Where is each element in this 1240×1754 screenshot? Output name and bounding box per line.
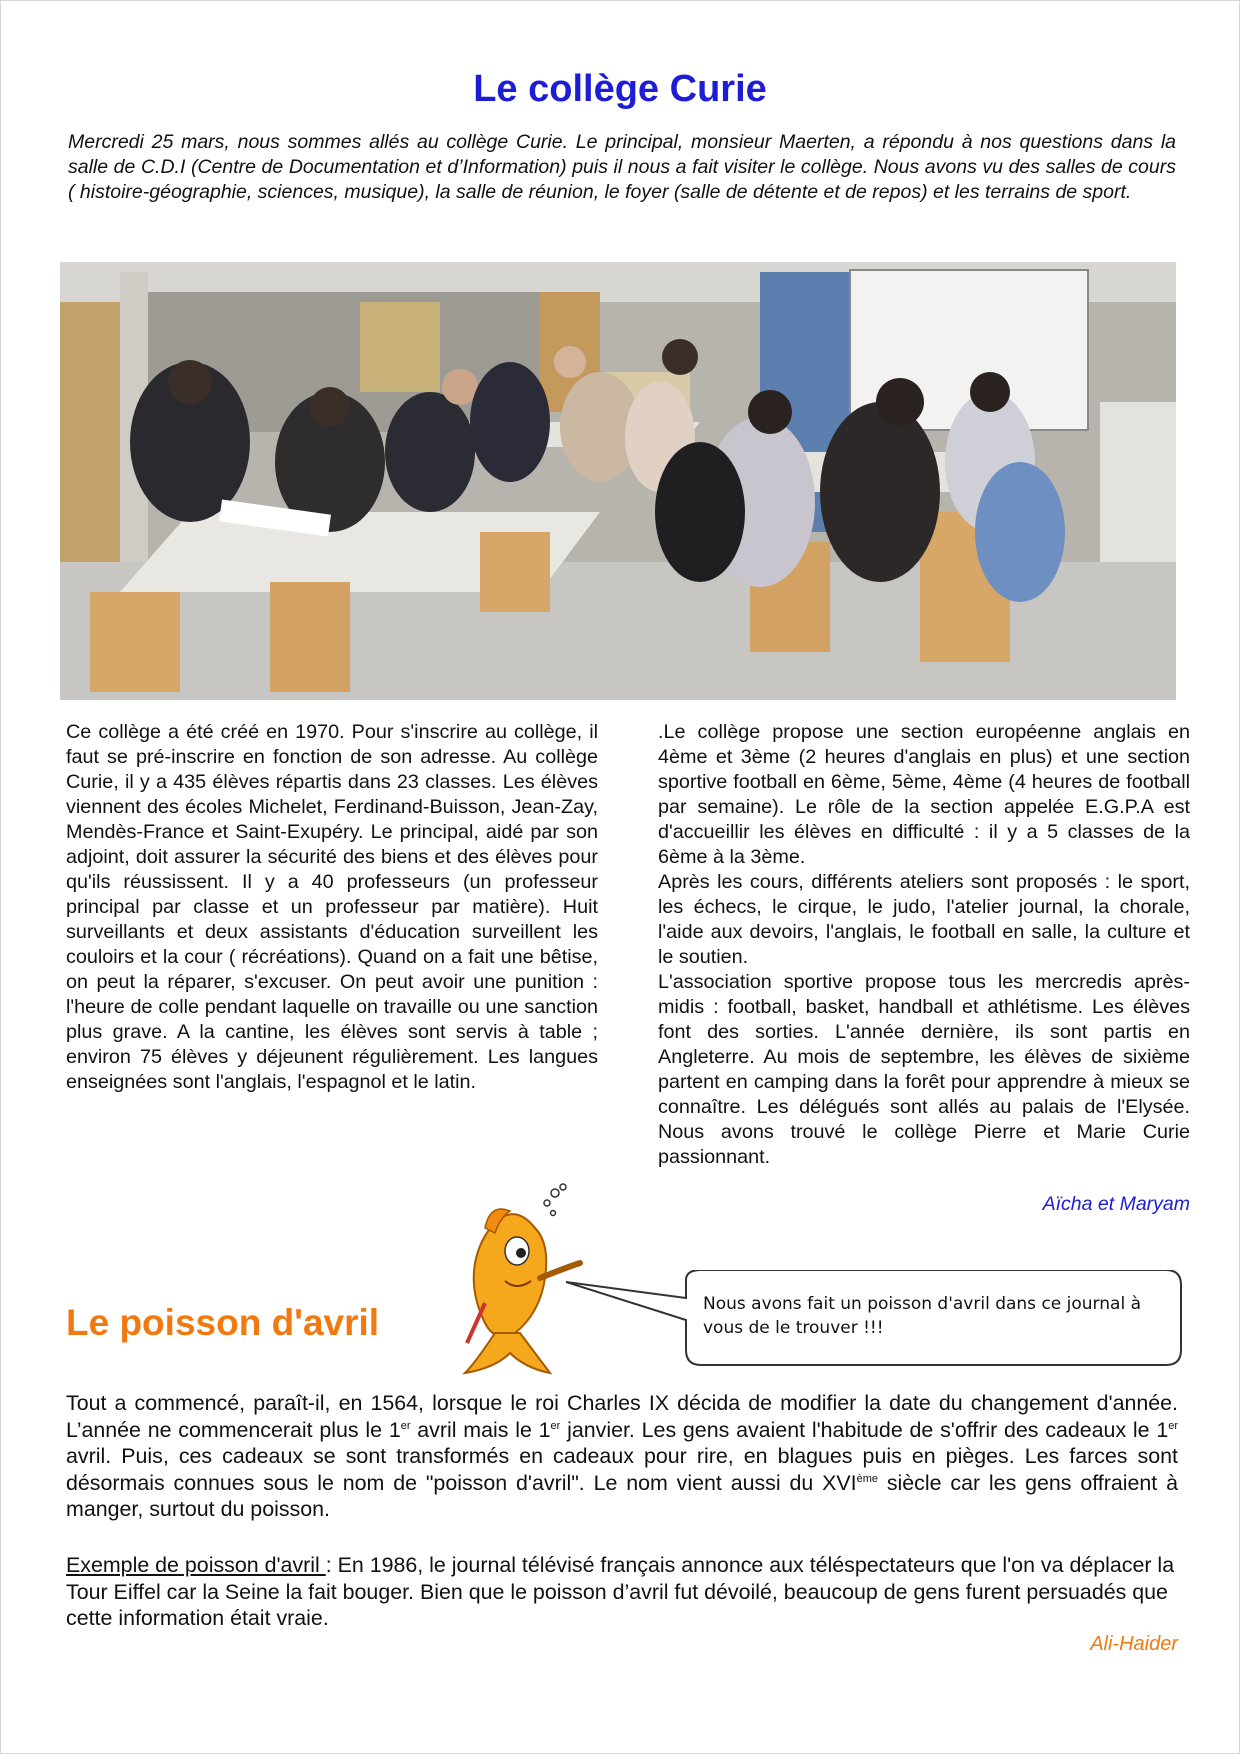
article-title: Le collège Curie <box>473 68 767 110</box>
author-signature: Aïcha et Maryam <box>1042 1193 1190 1215</box>
paragraph: Ce collège a été créé en 1970. Pour s'inscrire au collège, il faut se pré-inscrire en fonction de son adresse. Au collège Curie, il y a 435 élèves répartis dans 23 classes. Les élèves viennent des écoles Michelet, Ferdinand-Buisson, Jean-Zay, Mendès-France et Saint-Exupéry. Le principal, aidé par son adjoint, doit assurer la sécurité des biens et des élèves pour qu'ils réussissent. Il y a 40 professeurs (un professeur principal par classe et un professeur par matière). Huit surveillants et deux assistants d'éducation surveillent les couloirs et la cour ( récréations). Quand on a fait une bêtise, on peut la réparer, s'excuser. On peut avoir une punition : l'heure de colle pendant laquelle on travaille ou une sanction plus grave. A la cantine, les élèves sont servis à table ; environ 75 élèves y déjeunent régulièrement. Les langues enseignées sont l'anglais, l'espagnol et le latin. <box>66 721 598 1093</box>
classroom-photo <box>60 262 1176 700</box>
paragraph: .Le collège propose une section européenne anglais en 4ème et 3ème (2 heures d'anglais en plus) et une section sportive football en 6ème, 5ème, 4ème (4 heures de football par semaine). Le rôle de la section appelée E.G.P.A est d'accueillir les élèves en difficulté : il y a 5 classes de la 6ème à la 3ème. <box>658 721 1190 868</box>
example-paragraph: Exemple de poisson d'avril : En 1986, le journal télévisé français annonce aux téléspectateurs que l'on va déplacer la Tour Eiffel car la Seine la fait bouger. Bien que le poisson d’avril fut dévoilé, beaucoup de gens furent persuadés que cette information était vraie. <box>66 1553 1175 1630</box>
article-body: Tout a commencé, paraît-il, en 1564, lorsque le roi Charles IX décida de modifier la date du changement d'année. L’année ne commencerait plus le 1er avril mais le 1er janvier. Les gens avaient l'habitude de s'offrir des cadeaux le 1er avril. Puis, ces cadeaux se sont transformés en cadeaux pour rire, en blagues puis en pièges. Les farces sont désormais connues sous le nom de "poisson d'avril". Le nom vient aussi du XVIème siècle car les gens offraient à manger, surtout du poisson. <box>66 1391 1179 1521</box>
example-label: Exemple de poisson d'avril <box>66 1553 326 1577</box>
article-intro: Mercredi 25 mars, nous sommes allés au collège Curie. Le principal, monsieur Maerten, a répondu à nos questions dans la salle de C.D.I (Centre de Documentation et d’Information) puis il nous a fait visiter le collège. Nous avons vu des salles de cours ( histoire-géographie, sciences, musique), la salle de réunion, le foyer (salle de détente et de repos) et les terrains de sport. <box>68 131 1176 203</box>
paragraph: Après les cours, différents ateliers sont proposés : le sport, les échecs, le cirque, le judo, l'atelier journal, la chorale, l'aide aux devoirs, l'anglais, le football en salle, la culture et le soutien. <box>658 871 1190 968</box>
author-signature: Ali-Haider <box>1090 1633 1178 1655</box>
section-title: Le poisson d'avril <box>66 1302 380 1343</box>
paragraph: L'association sportive propose tous les mercredis après-midis : football, basket, handball et athlétisme. Les élèves font des sorties. L'année dernière, ils sont partis en Angleterre. Au mois de septembre, les élèves de sixième partent en camping dans la forêt pour apprendre à mieux se connaître. Les délégués sont allés au palais de l'Elysée. Nous avons trouvé le collège Pierre et Marie Curie passionnant. <box>658 971 1190 1168</box>
article-column-right <box>658 720 1190 1170</box>
article-column-left <box>66 720 598 1095</box>
speech-bubble-text: Nous avons fait un poisson d'avril dans ce journal à vous de le trouver !!! <box>703 1294 1141 1338</box>
